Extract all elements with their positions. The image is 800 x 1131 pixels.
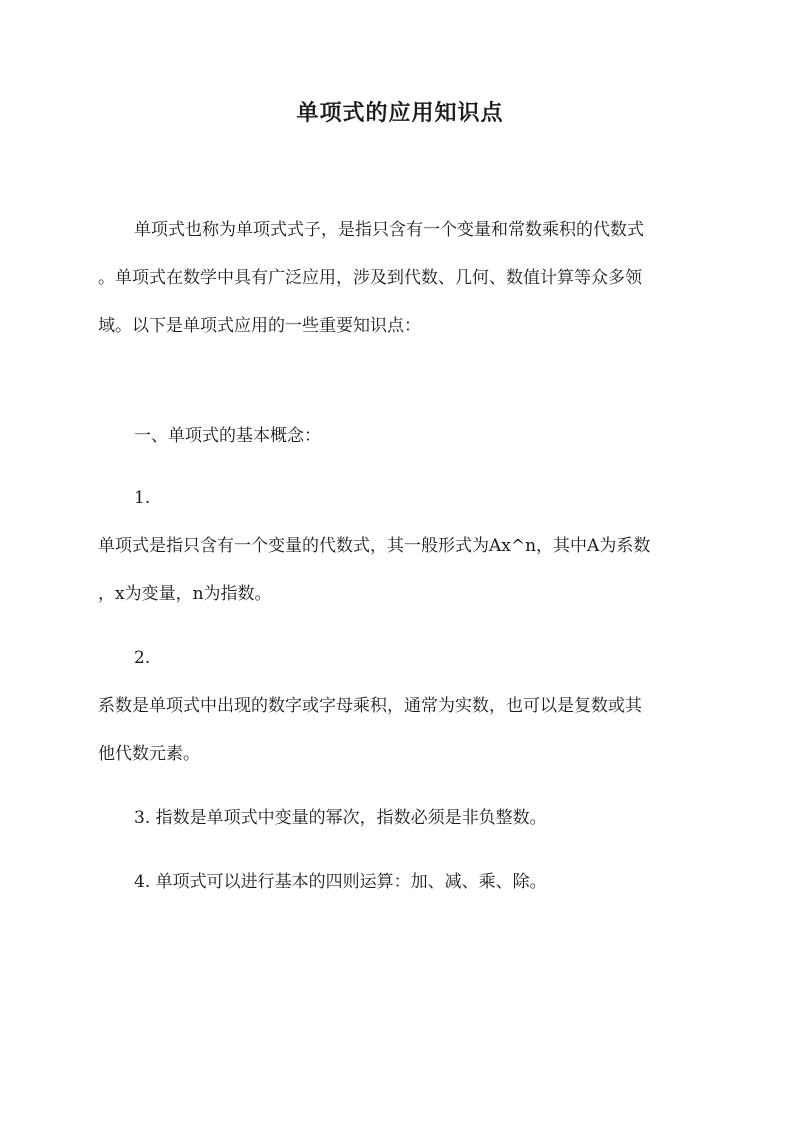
- section-heading: 一、单项式的基本概念：: [134, 426, 321, 446]
- intro-line-1: 单项式也称为单项式式子，是指只含有一个变量和常数乘积的代数式: [134, 220, 644, 240]
- item-2-text-line-2: 他代数元素。: [98, 744, 200, 764]
- item-3: 3. 指数是单项式中变量的幂次，指数必须是非负整数。: [134, 808, 547, 828]
- page-title: 单项式的应用知识点: [296, 100, 504, 126]
- item-2-number: 2.: [134, 648, 151, 668]
- item-2-text-line-1: 系数是单项式中出现的数字或字母乘积，通常为实数，也可以是复数或其: [98, 696, 642, 716]
- item-1-number: 1.: [134, 488, 151, 508]
- item-1-text-line-2: ，x为变量，n为指数。: [98, 584, 272, 604]
- intro-line-2: 。单项式在数学中具有广泛应用，涉及到代数、几何、数值计算等众多领: [98, 268, 642, 288]
- item-4: 4. 单项式可以进行基本的四则运算：加、减、乘、除。: [134, 872, 547, 892]
- intro-line-3: 域。以下是单项式应用的一些重要知识点：: [98, 316, 421, 336]
- item-1-text-line-1: 单项式是指只含有一个变量的代数式，其一般形式为Ax^n，其中A为系数: [98, 536, 651, 556]
